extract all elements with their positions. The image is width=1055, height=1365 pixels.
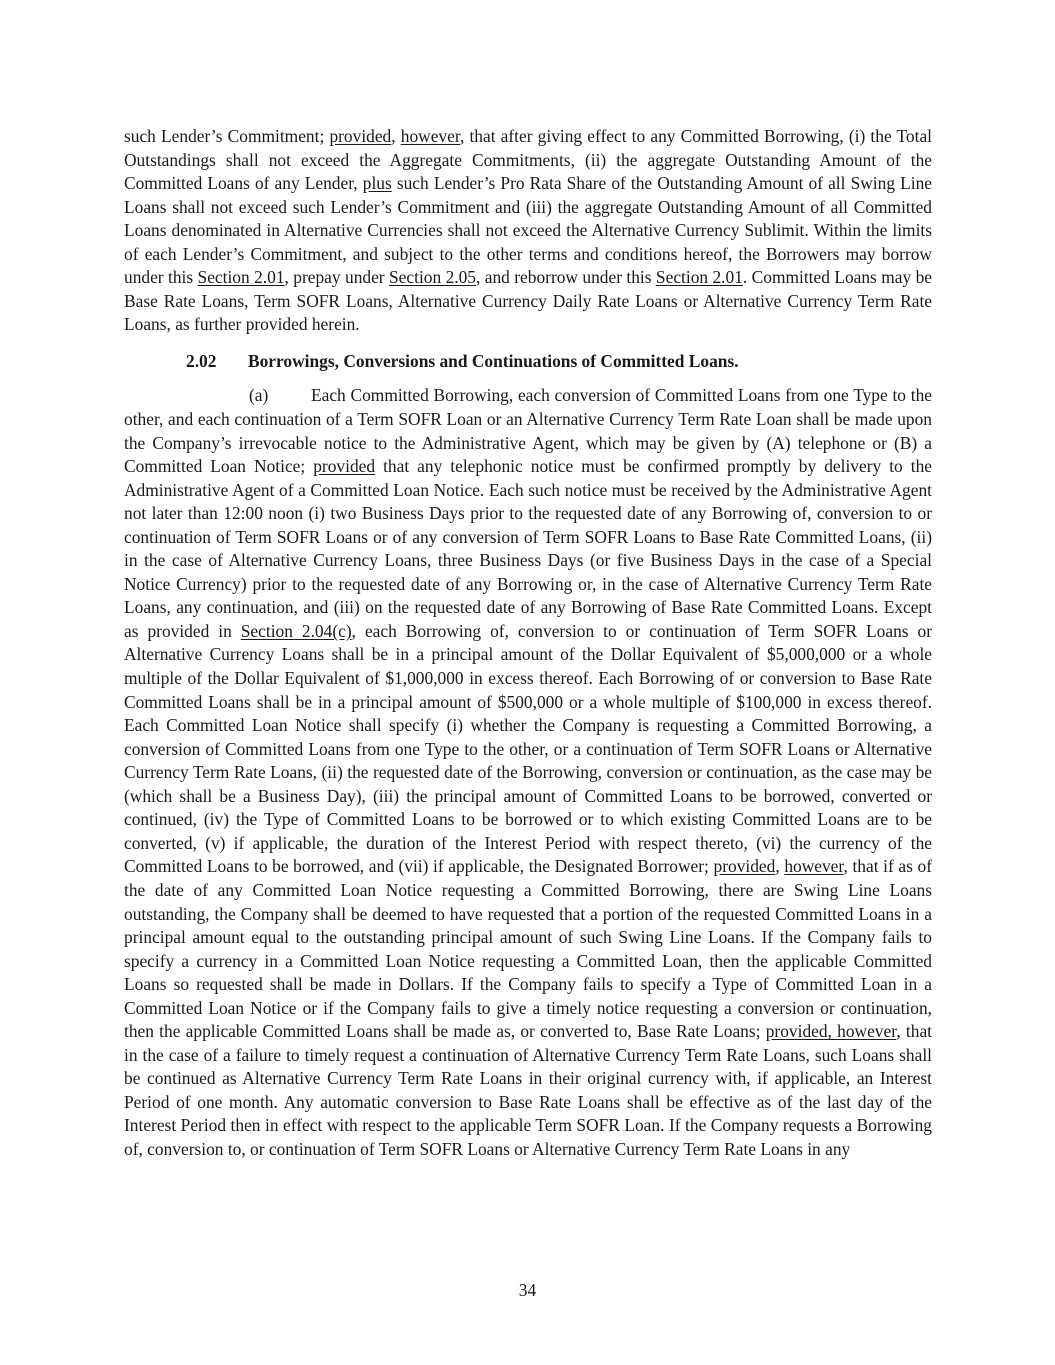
underlined-term-provided: provided	[313, 456, 376, 477]
page-number: 34	[518, 1280, 537, 1300]
underlined-term-provided: provided	[329, 126, 392, 146]
underlined-term-provided: provided	[713, 856, 776, 877]
section-title: Borrowings, Conversions and Continuations of Committed Loans.	[248, 350, 739, 371]
section-reference-2-01: Section 2.01	[655, 267, 743, 288]
text-run: , that if as of the date of any Committed Loan Notice requesting a Committed Borrowing, there are Swing Line Loans outstanding, the Company shall be deemed to have requested that a portion of the requested Committed Loans in a principal amount equal to the outstanding principal amount of such Swing Line Loans. If the Company fails to specify a currency in a Committed Loan Notice requesting a Committed Loan, then the applicable Committed Loans so requested shall be made in Dollars. If the Company fails to specify a Type of Committed Loan in a Committed Loan Notice or if the Company fails to give a timely notice requesting a conversion or continuation, then the applicable Committed Loans shall be made as, or converted to, Base Rate Loans;	[124, 856, 932, 1042]
text-run: , prepay under	[284, 267, 389, 288]
text-run: , each Borrowing of, conversion to or continuation of Term SOFR Loans or Alternative Currency Loans shall be in a principal amount of the Dollar Equivalent of $5,000,000 or a whole multiple of the Dollar Equivalent of $1,000,000 in excess thereof. Each Borrowing of or conversion to Base Rate Committed Loans shall be in a principal amount of $500,000 or a whole multiple of $100,000 in excess thereof. Each Committed Loan Notice shall specify (i) whether the Company is requesting a Committed Borrowing, a conversion of Committed Loans from one Type to the other, or a continuation of Term SOFR Loans or Alternative Currency Term Rate Loans, (ii) the requested date of the Borrowing, conversion or continuation, as the case may be (which shall be a Business Day), (iii) the principal amount of Committed Loans to be borrowed, converted or continued, (iv) the Type of Committed Loans to be borrowed or to which existing Committed Loans are to be converted, (v) if applicable, the duration of the Interest Period with respect thereto, (vi) the currency of the Committed Loans to be borrowed, and (vii) if applicable, the Designated Borrower;	[124, 620, 933, 877]
paragraph-2-02-a	[124, 384, 932, 1161]
text-run: ,	[391, 126, 401, 146]
text-run: ,	[775, 856, 785, 877]
underlined-term-however: however	[784, 856, 844, 877]
paragraph-lender-commitment	[124, 125, 932, 337]
text-run: . Committed Loans may be Base Rate Loans, Term SOFR Loans, Alternative Currency Daily Rate Loans or Alternative Currency Term Rate Loans, as further provided herein.	[124, 267, 932, 335]
text-run: such Lender’s Pro Rata Share of the Outstanding Amount of all Swing Line Loans shall not exceed such Lender’s Commitment and (iii) the aggregate Outstanding Amount of all Committed Loans denominated in Alternative Currencies shall not exceed the Alternative Currency Sublimit. Within the limits of each Lender’s Commitment, and subject to the other terms and conditions hereof, the Borrowers may borrow under this	[124, 173, 932, 288]
text-run: , that after giving effect to any Committed Borrowing, (i) the Total Outstandings shall not exceed the Aggregate Commitments, (ii) the aggregate Outstanding Amount of the Committed Loans of any Lender,	[124, 126, 932, 194]
text-run: such Lender’s Commitment;	[124, 126, 330, 146]
document-page	[124, 125, 932, 1162]
section-heading-2-02	[124, 350, 932, 374]
text-run: , and reborrow under this	[476, 267, 656, 288]
section-reference-2-05: Section 2.05	[389, 267, 476, 288]
text-run: , that in the case of a failure to timely request a continuation of Alternative Currency Term Rate Loans, such Loans shall be continued as Alternative Currency Term Rate Loans in their original currency with, if applicable, an Interest Period of one month. Any automatic conversion to Base Rate Loans shall be effective as of the last day of the Interest Period then in effect with respect to the applicable Term SOFR Loan. If the Company requests a Borrowing of, conversion to, or continuation of Term SOFR Loans or Alternative Currency Term Rate Loans in any	[124, 1021, 932, 1159]
underlined-term-provided-however: provided, however	[765, 1021, 897, 1042]
section-reference-2-04-c: Section 2.04(c)	[240, 620, 352, 641]
clause-label: (a)	[249, 385, 269, 406]
section-reference-2-01: Section 2.01	[197, 267, 285, 288]
text-run: that any telephonic notice must be confirmed promptly by delivery to the Administrative Agent of a Committed Loan Notice. Each such notice must be received by the Administrative Agent not later than 12:00 noon (i) two Business Days prior to the requested date of any Borrowing of, conversion to or continuation of Term SOFR Loans or of any conversion of Term SOFR Loans to Base Rate Committed Loans, (ii) in the case of Alternative Currency Loans, three Business Days (or five Business Days in the case of a Special Notice Currency) prior to the requested date of any Borrowing or, in the case of Alternative Currency Term Rate Loans, any continuation, and (iii) on the requested date of any Borrowing of Base Rate Committed Loans. Except as provided in	[124, 456, 932, 641]
text-run: Each Committed Borrowing, each conversion of Committed Loans from one Type to the other, and each continuation of a Term SOFR Loan or an Alternative Currency Term Rate Loan shall be made upon the Company’s irrevocable notice to the Administrative Agent, which may be given by (A) telephone or (B) a Committed Loan Notice;	[124, 385, 932, 477]
section-number: 2.02	[186, 350, 217, 371]
underlined-term-plus: plus	[362, 173, 392, 194]
underlined-term-however: however	[400, 126, 460, 146]
